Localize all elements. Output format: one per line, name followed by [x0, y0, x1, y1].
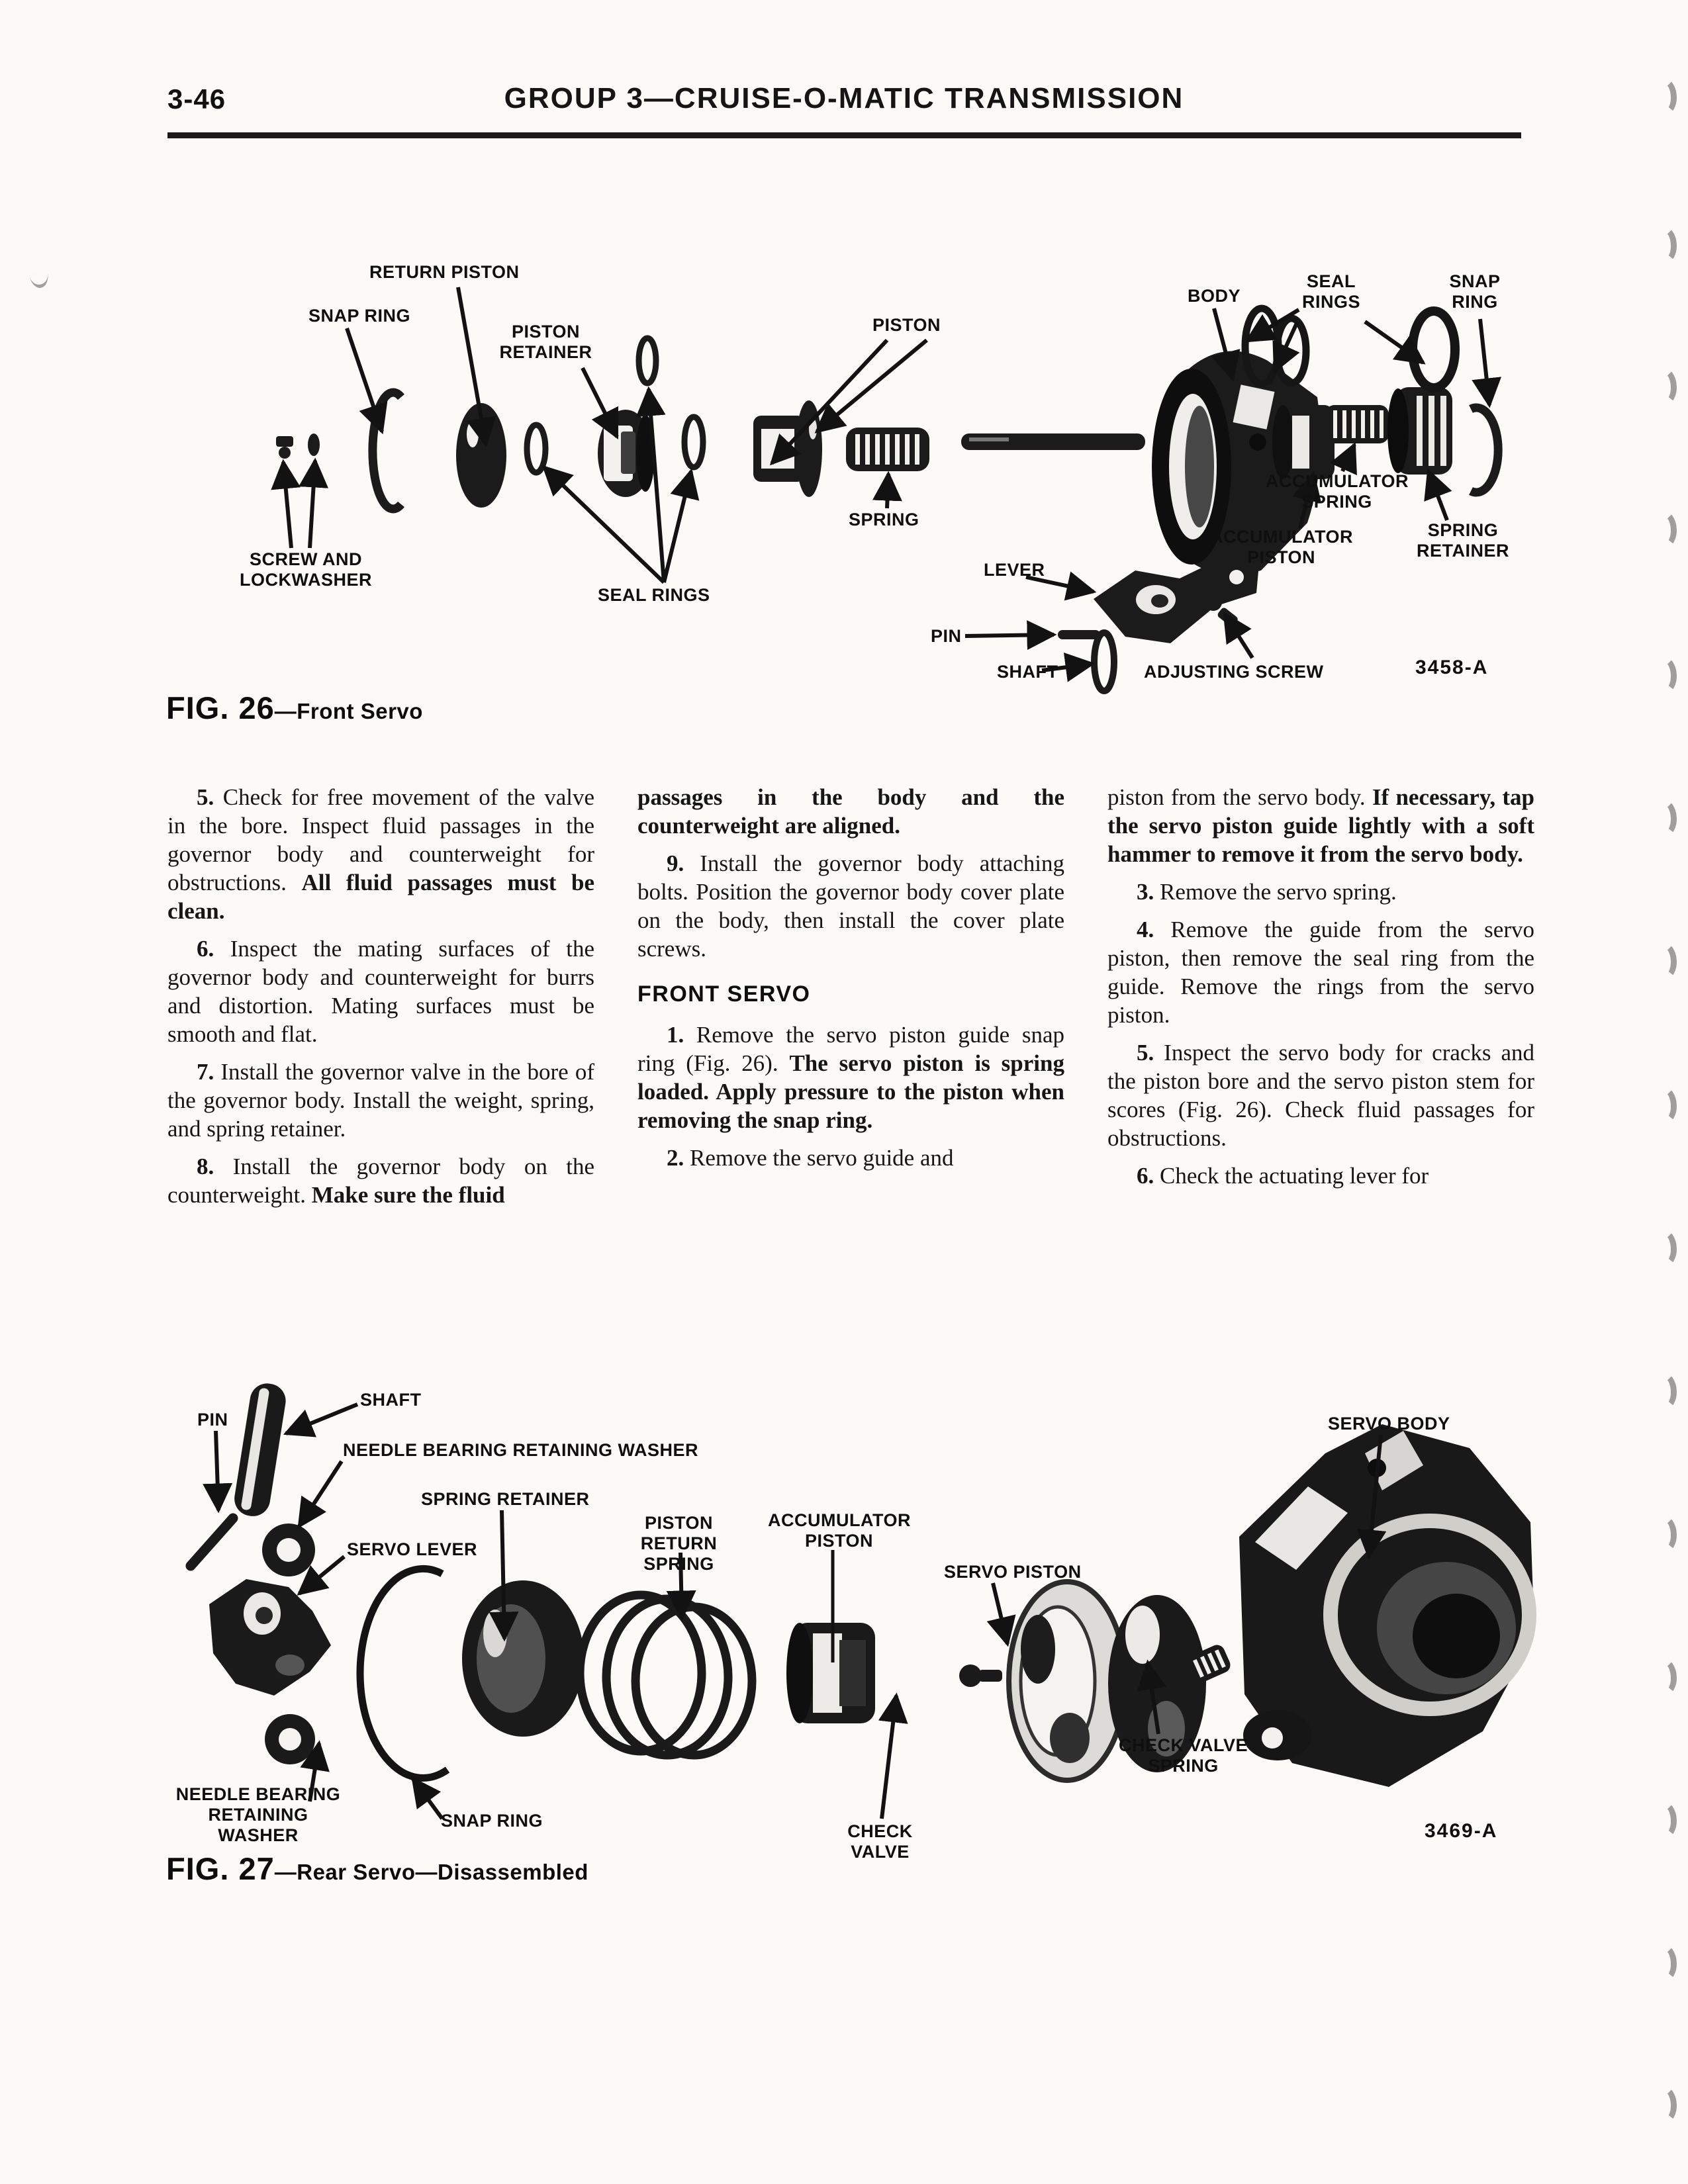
fig27-label-accumulator-piston: ACCUMULATOR PISTON — [768, 1510, 911, 1551]
step-number: 2. — [667, 1145, 684, 1171]
step-6: 6. Inspect the mating surfaces of the governor body and counterweight for burrs and distortion. Mating surfaces must be smooth and flat. — [167, 936, 594, 1047]
fig27-label-servo-body: SERVO BODY — [1328, 1414, 1450, 1433]
step-number: 3. — [1137, 879, 1154, 905]
fig27-label-needle-bearing-washer-bottom: NEEDLE BEARING RETAINING WASHER — [175, 1784, 341, 1845]
fig26-label-spring-retainer: SPRING RETAINER — [1416, 520, 1509, 561]
fig26-label-accumulator-piston: ACCUMULATOR PISTON — [1210, 527, 1353, 567]
fig27-label-piston-return-spring: PISTON RETURN SPRING — [640, 1513, 718, 1574]
step-number: 5. — [1137, 1040, 1154, 1066]
text-column-2 — [637, 783, 1064, 1181]
fig26-label-accumulator-spring: ACCUMULATOR SPRING — [1266, 471, 1409, 512]
fig26-caption — [166, 690, 423, 726]
fig26-label-screw-and-lockwasher: SCREW AND LOCKWASHER — [240, 549, 372, 590]
fig26-label-snap-ring-right: SNAP RING — [1449, 271, 1501, 312]
fig26-label-body: BODY — [1188, 286, 1241, 306]
fig27-label-spring-retainer: SPRING RETAINER — [421, 1489, 590, 1509]
fig26-label-return-piston: RETURN PISTON — [369, 262, 520, 282]
page-number: 3-46 — [167, 83, 226, 114]
fig27-label-servo-lever: SERVO LEVER — [347, 1539, 478, 1559]
fig27-label-servo-piston: SERVO PISTON — [944, 1562, 1082, 1582]
fig27-label-check-valve: CHECK VALVE — [847, 1821, 913, 1862]
step-5: 5. Check for free movement of the valve in the bore. Inspect fluid passages in the governor body and counterweight for obstructions. All fluid passages must be clean. — [167, 784, 594, 924]
step-number: 7. — [197, 1059, 214, 1085]
fig26-label-spring: SPRING — [849, 510, 919, 529]
fig26-label-piston-retainer: PISTON RETAINER — [499, 322, 592, 362]
step-number: 9. — [667, 850, 684, 876]
step-8: 8. Install the governor body on the counterweight. Make sure the fluid — [167, 1154, 594, 1208]
step-4: 4. Remove the guide from the servo piston, then remove the seal ring from the guide. Remove the rings from the servo piston. — [1107, 917, 1534, 1028]
section-heading-front-servo: FRONT SERVO — [637, 981, 811, 1007]
step-number: 6. — [197, 936, 214, 962]
step-8-continuation: passages in the body and the counterweight are aligned. — [637, 784, 1064, 839]
fig26-label-adjusting-screw: ADJUSTING SCREW — [1144, 662, 1324, 682]
fig26-caption-number: FIG. 26 — [166, 690, 275, 725]
fig27-caption — [166, 1850, 588, 1887]
step-number: 6. — [1137, 1163, 1154, 1189]
step-1: 1. Remove the servo piston guide snap ring (Fig. 26). The servo piston is spring loaded. Apply pressure to the piston when removing the snap ring. — [637, 1022, 1064, 1133]
page-title: GROUP 3—CRUISE-O-MATIC TRANSMISSION — [504, 82, 1184, 114]
fig27-code: 3469-A — [1425, 1820, 1498, 1842]
fig27-label-check-valve-spring: CHECK VALVE SPRING — [1118, 1735, 1248, 1776]
step-3: 3. Remove the servo spring. — [1137, 879, 1397, 905]
step-6b: 6. Check the actuating lever for — [1137, 1163, 1429, 1189]
fig26-label-piston: PISTON — [872, 315, 941, 335]
fig26-caption-title: —Front Servo — [274, 699, 423, 723]
fig27-label-shaft: SHAFT — [360, 1390, 422, 1410]
fig26-code: 3458-A — [1415, 657, 1489, 678]
step-number: 8. — [197, 1154, 214, 1179]
step-7: 7. Install the governor valve in the bore of the governor body. Install the weight, spring, and spring retainer. — [167, 1059, 594, 1142]
fig26-label-shaft: SHAFT — [997, 662, 1058, 682]
fig26-label-seal-rings: SEAL RINGS — [598, 585, 710, 605]
text-column-3 — [1107, 783, 1534, 1199]
fig26-label-seal-rings-right: SEAL RINGS — [1301, 271, 1360, 312]
text-column-1 — [167, 783, 594, 1218]
step-number: 4. — [1137, 917, 1154, 942]
fig26-label-pin: PIN — [931, 626, 962, 646]
fig27-caption-number: FIG. 27 — [166, 1851, 275, 1886]
step-9: 9. Install the governor body attaching bolts. Position the governor body cover plate on the body, then install the cover plate screws. — [637, 850, 1064, 962]
fig27-label-pin: PIN — [197, 1410, 228, 1430]
step-5b: 5. Inspect the servo body for cracks and the piston bore and the servo piston stem for scores (Fig. 26). Check fluid passages for obstructions. — [1107, 1040, 1534, 1151]
step-2: 2. Remove the servo guide and — [667, 1145, 954, 1171]
fig27-label-snap-ring: SNAP RING — [441, 1811, 543, 1831]
fig27-label-needle-bearing-washer-top: NEEDLE BEARING RETAINING WASHER — [343, 1440, 699, 1460]
fig26-label-lever: LEVER — [984, 560, 1045, 580]
fig27-caption-title: —Rear Servo—Disassembled — [274, 1860, 588, 1884]
step-2-continuation: piston from the servo body. If necessary, tap the servo piston guide lightly with a soft hammer to remove it from the servo body. — [1107, 784, 1535, 867]
step-number: 5. — [197, 784, 214, 810]
fig26-label-snap-ring-left: SNAP RING — [308, 306, 411, 326]
step-number: 1. — [667, 1022, 684, 1048]
